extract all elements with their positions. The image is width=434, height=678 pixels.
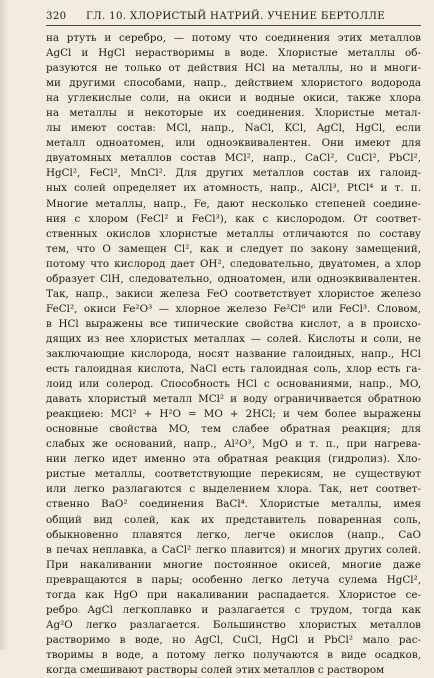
text-line: дящих из нее хлористых металлах — солей. Кислоты и соли, не bbox=[46, 332, 421, 345]
text-line: превращаются в пары; особенно легко летуча сулема HgCl², bbox=[46, 573, 421, 586]
page-header bbox=[46, 11, 421, 26]
text-line: есть галоидная кислота, NaCl есть галоидная соль, хлор есть га- bbox=[46, 363, 421, 376]
text-line: ми другими способами, напр., действием хлористого водорода bbox=[46, 77, 421, 90]
text-line: Так, напр., закиси железа FeO соответствует хлористое железо bbox=[46, 287, 421, 300]
text-line: растворимо в воде, но AgCl, CuCl, HgCl и PbCl² мало рас- bbox=[46, 633, 421, 646]
text-line: двуатомных металлов состав MCl², напр., CaCl², CuCl², PbCl², bbox=[46, 152, 421, 165]
text-line: ных солей определяет их атомность, напр., AlCl³, PtCl⁴ и т. п. bbox=[46, 182, 421, 195]
text-line: на металлы и некоторые их соединения. Хлористые метал- bbox=[46, 107, 421, 120]
text-line: ственно BaO² соединения BaCl⁴. Хлористые металлы, имея bbox=[46, 498, 421, 511]
body-text bbox=[46, 31, 421, 678]
text-line: Ag²O легко разлагается. Большинство хлористых металлов bbox=[46, 618, 421, 631]
text-line: в HCl выражены все типические свойства кислот, а в происхо- bbox=[46, 317, 421, 330]
text-line: лоид или солерод. Способность HCl с основаниями, напр., MO, bbox=[46, 378, 421, 391]
text-line: основные свойства MO, тем слабее обратная реакция; для bbox=[46, 423, 421, 436]
text-line: заключающие кислорода, носят название галоидных, напр., HCl bbox=[46, 347, 421, 360]
text-line: нии легко идет именно эта обратная реакция (гидролиз). Хло- bbox=[46, 453, 421, 466]
text-line: когда смешивают растворы солей этих металлов с раствором bbox=[46, 663, 385, 676]
text-line: ребро AgCl легкоплавко и разлагается с трудом, тогда как bbox=[46, 603, 421, 616]
text-line: ственных окислов хлористые металлы отличаются по составу bbox=[46, 227, 421, 240]
text-line: HgCl², FeCl², MnCl². Для других металлов состав их галоид- bbox=[46, 167, 421, 180]
text-line: творимы в воде, а потому легко получаются в виде осадков, bbox=[46, 648, 421, 661]
text-line: ристые металлы, соответствующие перекисям, не существуют bbox=[46, 468, 421, 481]
text-line: тем, что O замещен Cl², как и следует по закону замещений, bbox=[46, 242, 421, 255]
text-line: Многие металлы, напр., Fe, дают несколько степеней соедине- bbox=[46, 197, 421, 210]
text-line: лы имеют состав: MCl, напр., NaCl, KCl, AgCl, HgCl, если bbox=[46, 122, 421, 135]
text-line: обыкновенно плавятся легко, легче окислов (напр., CaO bbox=[46, 528, 421, 541]
text-line: AgCl и HgCl нерастворимы в воде. Хлористые металлы об- bbox=[46, 47, 421, 60]
text-line: слабых же оснований, напр., Al²O³, MgO и т. п., при нагрева- bbox=[46, 438, 421, 451]
text-line: металл одноатомен, или одноэквивалентен. Они имеют для bbox=[46, 137, 421, 150]
text-line: FeCl², окиси Fe²O³ — хлорное железо Fe²Cl⁶ или FeCl³. Словом, bbox=[46, 302, 421, 315]
text-line: При накаливании многие постоянное окисей, многие даже bbox=[46, 558, 421, 571]
text-line: образует ClH, следовательно, одноатомен, или одноэквивалентен. bbox=[46, 272, 421, 285]
page-number: 320 bbox=[46, 11, 67, 22]
page-spine-shadow bbox=[0, 0, 8, 650]
text-line: на углекислые соли, на окиси и водные окиси, также хлора bbox=[46, 92, 421, 105]
text-line: потому что кислород дает OH², следовательно, двуатомен, а хлор bbox=[46, 257, 421, 270]
running-head: ГЛ. 10. ХЛОРИСТЫЙ НАТРИЙ. УЧЕНИЕ БЕРТОЛЛЕ bbox=[86, 11, 386, 22]
text-line: тогда как HgO при накаливании распадается. Хлористое се- bbox=[46, 588, 421, 601]
text-line: в печах неплавка, а CaCl² легко плавится) и многих других солей. bbox=[46, 543, 421, 556]
text-line: общий вид солей, как их представитель поваренная соль, bbox=[46, 513, 421, 526]
text-line: давать хлористый металл MCl² и воду ограничивается обратною bbox=[46, 393, 421, 406]
text-line: на ртуть и серебро, — потому что соединения этих металлов bbox=[46, 32, 421, 44]
text-line: или легко разлагаются с выделением хлора. Так, нет соответ- bbox=[46, 483, 421, 496]
text-line: реакциею: MCl² + H²O = MO + 2HCl; и чем более выражены bbox=[46, 408, 421, 421]
text-line: разуются не только от действия HCl на металлы, но и многи- bbox=[46, 62, 421, 75]
text-line: ния с хлором (FeCl² и FeCl³), как с кислородом. От соответ- bbox=[46, 212, 421, 225]
